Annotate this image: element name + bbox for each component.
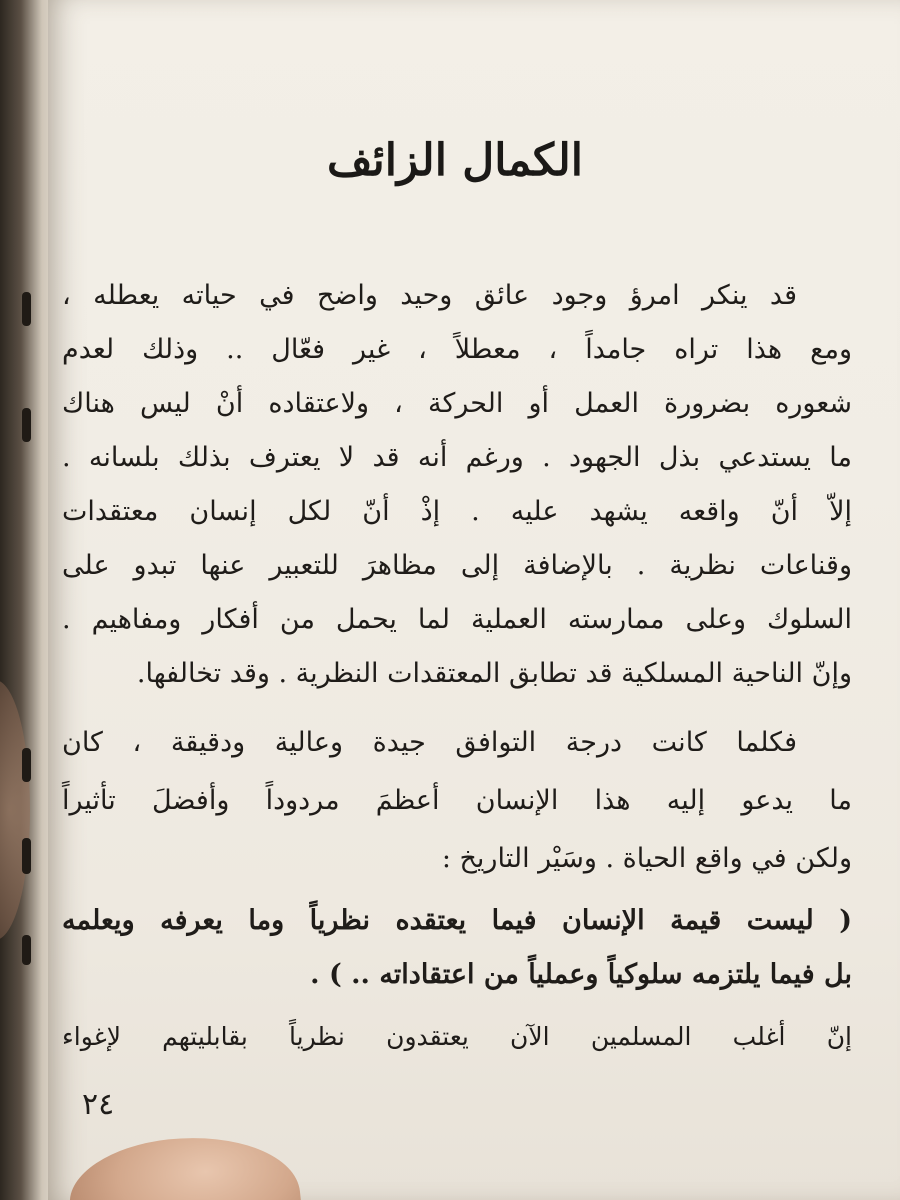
text-line: فكلما كانت درجة التوافق جيدة وعالية ودقيقة ، كان [62,727,797,758]
page-number: ٢٤ [82,1087,115,1122]
text-line: إلاّ أنّ واقعه يشهد عليه . إذْ أنّ لكل إنسان معتقدات [62,496,852,527]
binding-mark [22,838,31,874]
text-line: وإنّ الناحية المسلكية قد تطابق المعتقدات النظرية . وقد تخالفها. [136,658,852,689]
paragraph-3 [62,1022,852,1072]
quote-line: بل فيما يلتزمه سلوكياً وعملياً من اعتقاداته .. ) . [310,959,852,990]
quote-block [62,905,852,1015]
binding-mark [22,408,31,442]
chapter-title: الكمال الزائف [327,135,583,186]
paragraph-2 [62,727,852,897]
text-line: ومع هذا تراه جامداً ، معطلاً ، غير فعّال .. وذلك لعدم [62,334,852,365]
text-line: ما يدعو إليه هذا الإنسان أعظمَ مردوداً وأفضلَ تأثيراً [62,785,852,816]
text-line: إنّ أغلب المسلمين الآن يعتقدون نظرياً بقابليتهم لإغواء [62,1022,852,1051]
text-line: ما يستدعي بذل الجهود . ورغم أنه قد لا يعترف بذلك بلسانه . [62,442,852,473]
text-line: شعوره بضرورة العمل أو الحركة ، ولاعتقاده أنْ ليس هناك [62,388,852,419]
text-line: وقناعات نظرية . بالإضافة إلى مظاهرَ للتعبير عنها تبدو على [62,550,852,581]
paragraph-1 [62,280,852,710]
text-line: ولكن في واقع الحياة . وسَيْر التاريخ : [441,843,852,874]
quote-line: ( ليست قيمة الإنسان فيما يعتقده نظرياً وما يعرفه ويعلمه [62,905,852,936]
binding-mark [22,292,31,326]
text-line: السلوك وعلى ممارسته العملية لما يحمل من أفكار ومفاهيم . [62,604,852,635]
binding-mark [22,748,31,782]
binding-marks [22,0,42,1200]
text-line: قد ينكر امرؤ وجود عائق وحيد واضح في حياته يعطله ، [62,280,797,311]
binding-mark [22,935,31,965]
